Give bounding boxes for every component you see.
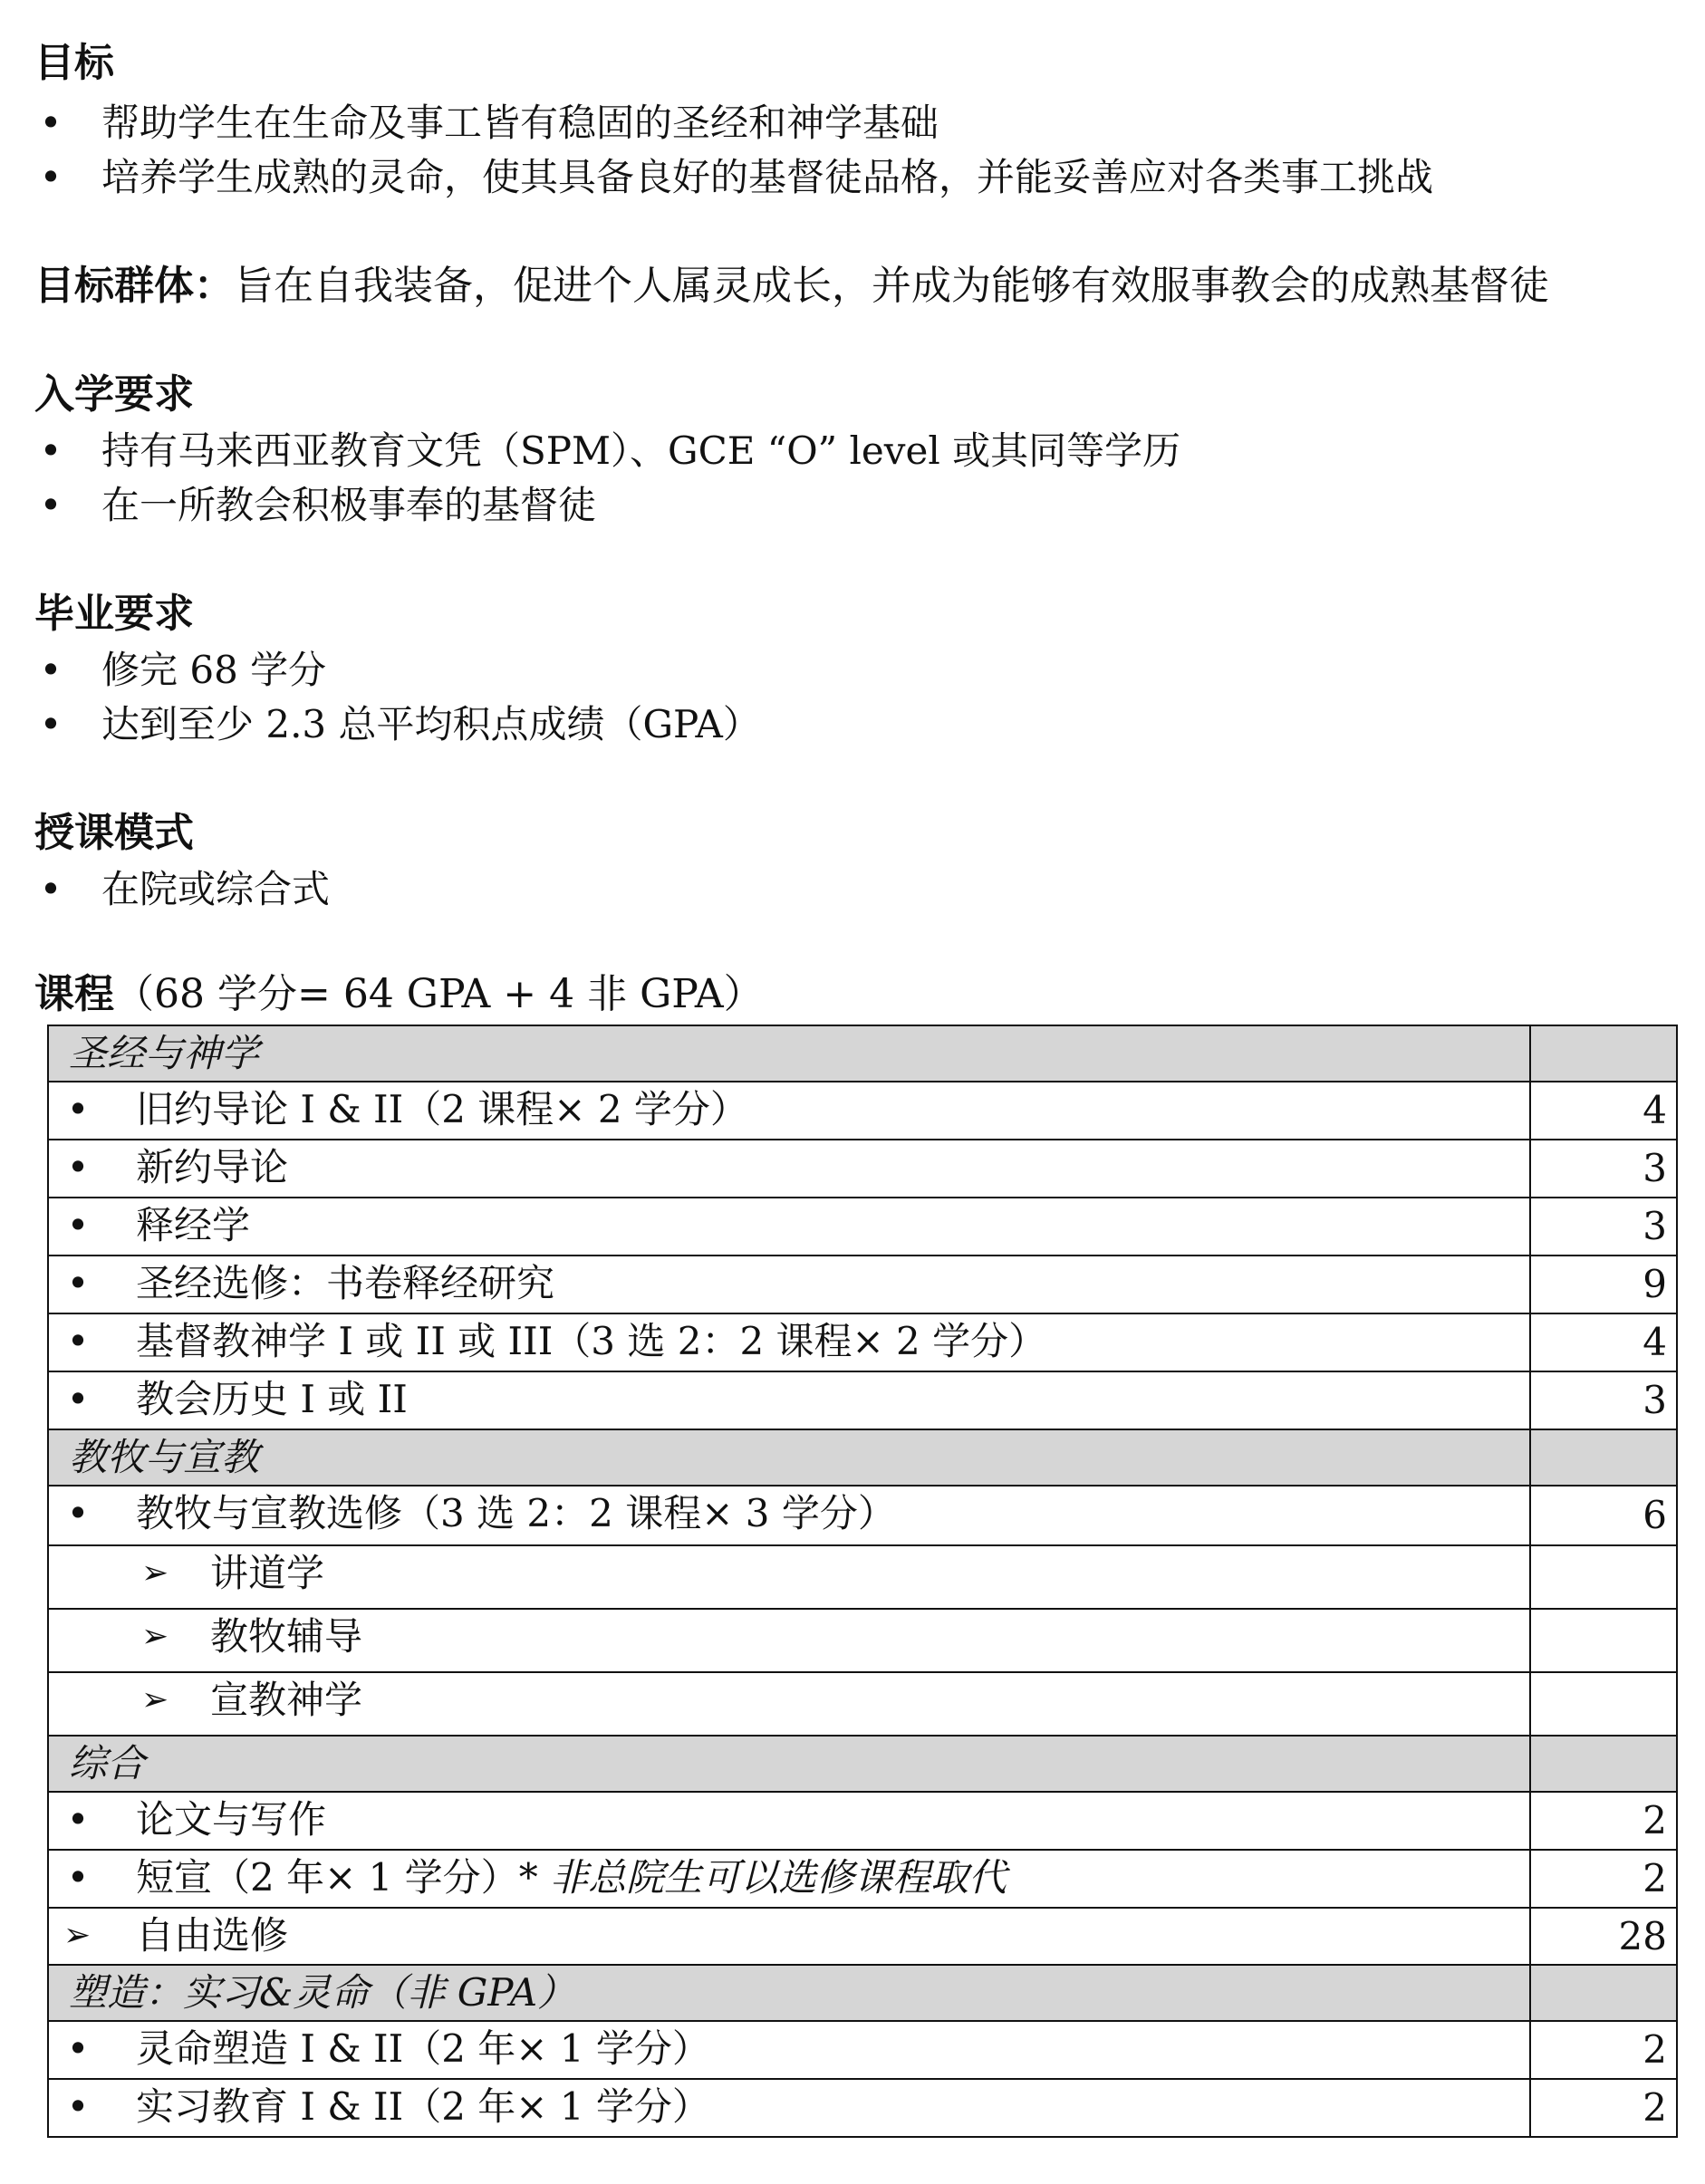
table-row <box>48 1850 1677 1908</box>
course-name: 旧约导论 I & II（2 课程× 2 学分） <box>136 1087 748 1131</box>
arrow-bullet-icon: ➢ <box>141 1554 169 1592</box>
course-credits: 4 <box>1530 1082 1677 1140</box>
bullet-icon: • <box>39 428 63 473</box>
table-row <box>48 2021 1677 2079</box>
course-name: 灵命塑造 I & II（2 年× 1 学分） <box>136 2026 710 2071</box>
course-credits: 9 <box>1530 1256 1677 1313</box>
course-name: 论文与写作 <box>136 1797 327 1842</box>
course-cell <box>48 1486 1530 1545</box>
elective-option-cell <box>48 1545 1530 1609</box>
course-cell <box>48 1198 1530 1256</box>
table-row <box>48 1908 1677 1965</box>
table-row <box>48 1256 1677 1313</box>
table-row <box>48 1609 1677 1672</box>
elective-option-cell <box>48 1609 1530 1672</box>
graduation-item-text: 修完 68 学分 <box>101 648 327 692</box>
curriculum-heading <box>34 967 764 1022</box>
bullet-icon: • <box>66 1087 90 1131</box>
bullet-icon: • <box>39 702 63 746</box>
elective-option: 教牧辅导 <box>210 1614 363 1659</box>
admission-item-text: 在一所教会积极事奉的基督徒 <box>101 483 597 527</box>
arrow-bullet-icon: ➢ <box>63 1917 92 1954</box>
curriculum-note: （68 学分= 64 GPA + 4 非 GPA） <box>114 971 764 1017</box>
course-credits: 2 <box>1530 2079 1677 2137</box>
admission-heading: 入学要求 <box>34 371 194 418</box>
goals-heading: 目标 <box>34 40 114 86</box>
course-name: 实习教育 I & II（2 年× 1 学分） <box>136 2084 710 2129</box>
bullet-icon: • <box>66 1203 90 1247</box>
goals-item-text: 培养学生成熟的灵命，使其具备良好的基督徒品格，并能妥善应对各类事工挑战 <box>101 155 1434 199</box>
table-row <box>48 2079 1677 2137</box>
course-name: 教会历史 I 或 II <box>136 1377 408 1421</box>
section-title: 圣经与神学 <box>48 1025 1530 1082</box>
course-name: 新约导论 <box>136 1145 289 1189</box>
course-cell <box>48 1256 1530 1313</box>
delivery-heading: 授课模式 <box>34 810 194 856</box>
course-cell <box>48 1371 1530 1429</box>
course-cell <box>48 1908 1530 1965</box>
table-row <box>48 1792 1677 1850</box>
course-credits: 3 <box>1530 1371 1677 1429</box>
course-name: 教牧与宣教选修（3 选 2：2 课程× 3 学分） <box>136 1491 896 1535</box>
section-row <box>48 1965 1677 2021</box>
elective-option: 宣教神学 <box>210 1678 363 1722</box>
bullet-icon: • <box>39 483 63 527</box>
arrow-bullet-icon: ➢ <box>141 1618 169 1655</box>
course-cell <box>48 2079 1530 2137</box>
section-row <box>48 1025 1677 1082</box>
course-note: * 非总院生可以选修课程取代 <box>518 1855 1007 1900</box>
empty-credits-cell <box>1530 1545 1677 1609</box>
bullet-icon: • <box>66 2026 90 2071</box>
table-row <box>48 1545 1677 1609</box>
graduation-item-text: 达到至少 2.3 总平均积点成绩（GPA） <box>101 702 761 746</box>
bullet-icon: • <box>66 1491 90 1535</box>
elective-option: 讲道学 <box>210 1551 325 1595</box>
arrow-bullet-icon: ➢ <box>141 1681 169 1718</box>
bullet-icon: • <box>39 867 63 911</box>
goals-item-text: 帮助学生在生命及事工皆有稳固的圣经和神学基础 <box>101 101 939 145</box>
bullet-icon: • <box>66 1797 90 1842</box>
bullet-icon: • <box>39 648 63 692</box>
course-name-with-note <box>136 1851 1007 1905</box>
bullet-icon: • <box>66 1319 90 1363</box>
course-cell <box>48 1313 1530 1371</box>
table-row <box>48 1140 1677 1198</box>
section-credits-cell <box>1530 1025 1677 1082</box>
course-cell <box>48 2021 1530 2079</box>
course-credits: 28 <box>1530 1908 1677 1965</box>
course-cell <box>48 1082 1530 1140</box>
course-credits: 2 <box>1530 1792 1677 1850</box>
section-credits-cell <box>1530 1429 1677 1486</box>
empty-credits-cell <box>1530 1672 1677 1736</box>
course-cell <box>48 1140 1530 1198</box>
section-title: 综合 <box>48 1736 1530 1792</box>
table-row <box>48 1371 1677 1429</box>
section-title: 塑造：实习&灵命（非 GPA） <box>48 1965 1530 2021</box>
curriculum-label: 课程 <box>34 971 114 1017</box>
table-row <box>48 1198 1677 1256</box>
empty-credits-cell <box>1530 1609 1677 1672</box>
course-credits: 4 <box>1530 1313 1677 1371</box>
section-row <box>48 1429 1677 1486</box>
graduation-heading: 毕业要求 <box>34 591 194 637</box>
course-cell <box>48 1850 1530 1908</box>
course-name: 释经学 <box>136 1203 251 1247</box>
table-row <box>48 1082 1677 1140</box>
course-name: 基督教神学 I 或 II 或 III（3 选 2：2 课程× 2 学分） <box>136 1319 1047 1363</box>
course-name: 自由选修 <box>136 1913 289 1958</box>
bullet-icon: • <box>39 155 63 199</box>
section-title: 教牧与宣教 <box>48 1429 1530 1486</box>
course-credits: 2 <box>1530 1850 1677 1908</box>
bullet-icon: • <box>66 1145 90 1189</box>
bullet-icon: • <box>66 1377 90 1421</box>
course-cell <box>48 1792 1530 1850</box>
delivery-item-text: 在院或综合式 <box>101 867 331 911</box>
bullet-icon: • <box>66 1261 90 1305</box>
table-row <box>48 1313 1677 1371</box>
course-credits: 3 <box>1530 1198 1677 1256</box>
section-credits-cell <box>1530 1965 1677 2021</box>
course-credits: 3 <box>1530 1140 1677 1198</box>
target-group-text: 旨在自我装备，促进个人属灵成长，并成为能够有效服事教会的成熟基督徒 <box>234 263 1549 309</box>
course-name: 圣经选修：书卷释经研究 <box>136 1261 555 1305</box>
bullet-icon: • <box>66 1855 90 1900</box>
bullet-icon: • <box>39 101 63 145</box>
course-name: 短宣（2 年× 1 学分） <box>136 1855 519 1900</box>
table-row <box>48 1486 1677 1545</box>
bullet-icon: • <box>66 2084 90 2129</box>
section-row <box>48 1736 1677 1792</box>
target-group-label: 目标群体： <box>34 263 234 309</box>
curriculum-table <box>47 1025 1678 2138</box>
course-credits: 2 <box>1530 2021 1677 2079</box>
elective-option-cell <box>48 1672 1530 1736</box>
admission-item-text: 持有马来西亚教育文凭（SPM）、GCE “O” level 或其同等学历 <box>101 428 1181 473</box>
section-credits-cell <box>1530 1736 1677 1792</box>
table-row <box>48 1672 1677 1736</box>
target-group <box>34 259 1549 313</box>
course-credits: 6 <box>1530 1486 1677 1545</box>
